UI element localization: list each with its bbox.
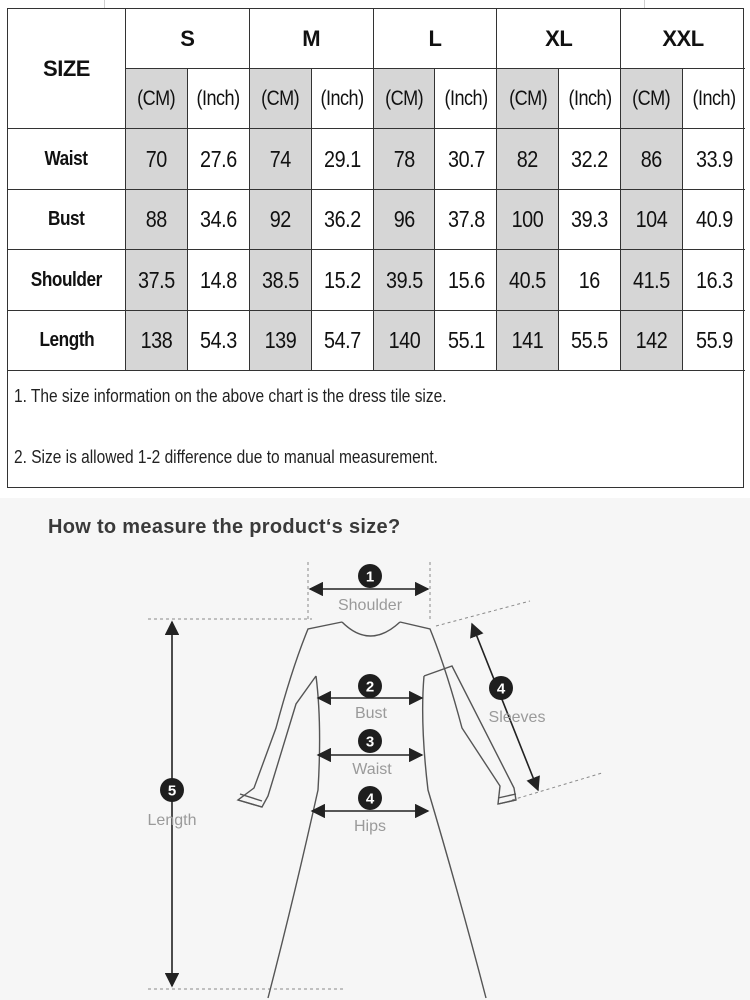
svg-text:4: 4: [365, 790, 375, 808]
row-label-length: Length: [8, 311, 126, 371]
table-cell: 40.5: [497, 250, 559, 311]
table-cell: 32.2: [559, 129, 621, 190]
table-cell: 96: [374, 190, 436, 250]
sleeves-arrow: [472, 624, 538, 790]
table-cell: 29.1: [312, 129, 374, 190]
table-cell: 139: [250, 311, 312, 371]
table-cell: 142: [621, 311, 683, 371]
table-cell: 54.7: [312, 311, 374, 371]
table-cell: 14.8: [188, 250, 250, 311]
table-cell: 140: [374, 311, 436, 371]
unit-header-inch: (Inch): [683, 69, 745, 129]
table-cell: 138: [126, 311, 188, 371]
measure-guide: [0, 498, 750, 1000]
unit-header-cm: (CM): [250, 69, 312, 129]
table-cell: 38.5: [250, 250, 312, 311]
size-chart-table: [7, 8, 744, 488]
unit-header-inch: (Inch): [435, 69, 497, 129]
dress-diagram: [0, 498, 750, 1000]
size-name-m: M: [250, 9, 374, 69]
table-cell: 78: [374, 129, 436, 190]
marker-waist: [352, 729, 392, 778]
table-cell: 70: [126, 129, 188, 190]
table-cell: 55.1: [435, 311, 497, 371]
row-label-waist: Waist: [8, 129, 126, 190]
bust-label: Bust: [354, 705, 388, 722]
svg-text:5: 5: [167, 782, 177, 800]
unit-header-cm: (CM): [126, 69, 188, 129]
note-2: 2. Size is allowed 1-2 difference due to manual measurement.: [14, 447, 438, 467]
row-label-shoulder: Shoulder: [8, 250, 126, 311]
table-cell: 34.6: [188, 190, 250, 250]
edge-tick: [644, 0, 645, 8]
table-cell: 39.5: [374, 250, 436, 311]
size-name-xxl: XXL: [621, 9, 745, 69]
table-cell: 15.6: [435, 250, 497, 311]
svg-text:2: 2: [365, 678, 375, 696]
row-label-bust: Bust: [8, 190, 126, 250]
size-header: SIZE: [8, 9, 126, 129]
table-cell: 37.8: [435, 190, 497, 250]
unit-header-inch: (Inch): [188, 69, 250, 129]
table-cell: 16: [559, 250, 621, 311]
svg-text:3: 3: [365, 733, 375, 751]
shoulder-label: Shoulder: [337, 597, 403, 614]
table-cell: 36.2: [312, 190, 374, 250]
size-name-xl: XL: [497, 9, 621, 69]
table-cell: 15.2: [312, 250, 374, 311]
size-name-l: L: [374, 9, 498, 69]
table-cell: 41.5: [621, 250, 683, 311]
table-cell: 74: [250, 129, 312, 190]
table-cell: 39.3: [559, 190, 621, 250]
length-label: Length: [147, 812, 197, 829]
svg-text:1: 1: [365, 568, 375, 586]
marker-sleeves: [489, 676, 546, 726]
table-cell: 55.9: [683, 311, 745, 371]
table-cell: 86: [621, 129, 683, 190]
table-cell: 82: [497, 129, 559, 190]
table-cell: 27.6: [188, 129, 250, 190]
table-cell: 141: [497, 311, 559, 371]
svg-text:4: 4: [496, 680, 506, 698]
table-cell: 37.5: [126, 250, 188, 311]
table-cell: 88: [126, 190, 188, 250]
hips-label: Hips: [353, 818, 387, 835]
size-grid: [8, 9, 745, 371]
guide-title: How to measure the product‘s size?: [48, 516, 401, 538]
table-cell: 55.5: [559, 311, 621, 371]
edge-tick: [104, 0, 105, 8]
size-name-s: S: [126, 9, 250, 69]
table-cell: 92: [250, 190, 312, 250]
unit-header-cm: (CM): [621, 69, 683, 129]
table-cell: 54.3: [188, 311, 250, 371]
table-cell: 30.7: [435, 129, 497, 190]
unit-header-inch: (Inch): [559, 69, 621, 129]
unit-header-cm: (CM): [374, 69, 436, 129]
table-cell: 16.3: [683, 250, 745, 311]
sleeves-label: Sleeves: [488, 709, 546, 726]
top-edge-strip: [0, 0, 750, 8]
waist-label: Waist: [352, 761, 392, 778]
unit-header-cm: (CM): [497, 69, 559, 129]
table-cell: 33.9: [683, 129, 745, 190]
measure-arrows: [172, 589, 538, 986]
table-cell: 104: [621, 190, 683, 250]
table-cell: 40.9: [683, 190, 745, 250]
unit-header-inch: (Inch): [312, 69, 374, 129]
table-cell: 100: [497, 190, 559, 250]
note-1: 1. The size information on the above chart is the dress tile size.: [14, 386, 447, 406]
